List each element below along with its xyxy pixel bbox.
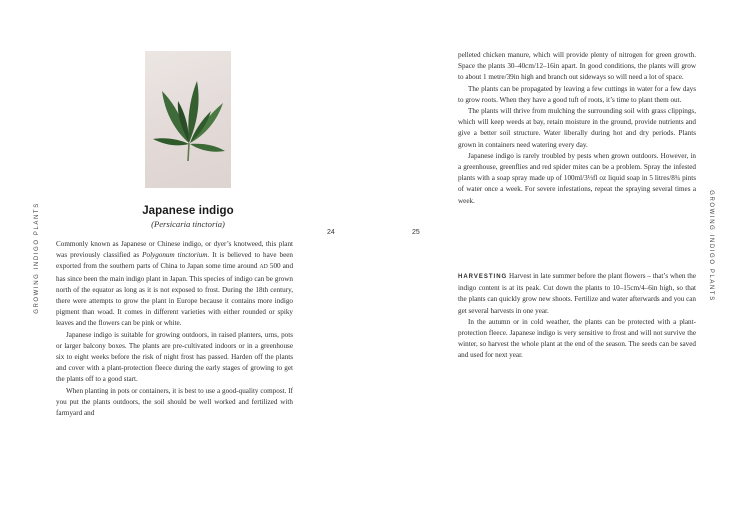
text-run: 500 and has since been the main indigo plant in Japan. This species of indigo can be grown north of the equator as long as it is not exposed to frost. During the 18th century, there were attempts to grow the plant in Europe because it contains more indigo pigment than woad. It comes in different varieties with either rounded or spiky leaves and the flowers can be pink or white. (56, 262, 294, 328)
paragraph: pelleted chicken manure, which will provide plenty of nitrogen for green growth. Space the plants 30–40cm/12–16in apart. In good conditions, the plants will grow to about 1 metre/39in high and branch out sideways so will need a lot of space. (458, 51, 696, 82)
paragraph: When planting in pots or containers, it is best to use a good-quality compost. If you put the plants outdoors, the soil should be well worked and fertilized with farmyard and (56, 386, 293, 418)
stem (188, 143, 189, 161)
paragraph: In the autumn or in cold weather, the plants can be protected with a plant-protection fleece. Japanese indigo is very sensitive to frost and will not survive the winter, so harvest the whole plant at the end of the season. The seeds can be saved and used for next year. (458, 317, 696, 360)
leaf-cluster (153, 81, 225, 161)
page-number-left: 24 (327, 229, 335, 236)
running-head-left: GROWING INDIGO PLANTS (34, 202, 40, 314)
indigo-leaves-illustration (145, 51, 231, 188)
paragraph: Japanese indigo is rarely troubled by pests when grown outdoors. However, in a greenhouse, greenflies and red spider mites can be a problem. Spray the infested plants with a soap spray made up of 100ml/3⅓fl oz liquid soap in 5 litres/8¾ pints of water once a week. For severe infestations, repeat the spraying several times a week. (458, 151, 696, 205)
running-head-right: GROWING INDIGO PLANTS (708, 190, 714, 302)
right-body-text-harvesting (458, 271, 696, 362)
paragraph: Japanese indigo is suitable for growing outdoors, in raised planters, urns, pots or larger balcony boxes. The plants are pre-cultivated indoors or in a greenhouse six to eight weeks before the risk of night frost has passed. Harden off the plants and cover with a plant-protection fleece during the early stages of growing to get the plants off to a good start. (56, 330, 293, 384)
right-body-text (458, 50, 696, 207)
paragraph: The plants can be propagated by leaving a few cuttings in water for a few days to grow roots. When they have a good tuft of roots, it’s time to plant them out. (458, 84, 696, 104)
text-run: . It is believed to have been exported from the southern parts of China to Japan some time around (56, 251, 293, 271)
section-label: HARVESTING (458, 274, 508, 280)
plant-title: Japanese indigo (142, 205, 234, 217)
plant-latin-name: (Persicaria tinctoria) (151, 219, 225, 229)
text-run: Harvest in late summer before the plant flowers – that’s when the indigo content is at its peak. Cut down the plants to 10–15cm/4–6in high, so that the plants can quickly grow new shoots. Fertilize and water afterwards and you can get several harvests in one year. (458, 272, 696, 315)
text-run-italic: Polygonum tinctorium (142, 251, 208, 260)
leaf (190, 144, 225, 152)
page-number-right: 25 (412, 229, 420, 236)
plant-photo (145, 51, 231, 188)
paragraph (458, 271, 696, 317)
paragraph: The plants will thrive from mulching the surrounding soil with grass clippings, which will keep weeds at bay, retain moisture in the ground, provide nutrients and give a better soil structure. Water liberally during hot and dry periods. Plants grown in containers need watering every day. (458, 107, 696, 149)
text-run-smallcaps: AD (259, 264, 268, 271)
text-run: Commonly known as Japanese or Chinese indigo, or dyer’s knotweed, this plant was previously classified as (56, 240, 293, 260)
left-body-text (56, 239, 293, 419)
paragraph (56, 239, 293, 330)
leaf (153, 138, 189, 145)
